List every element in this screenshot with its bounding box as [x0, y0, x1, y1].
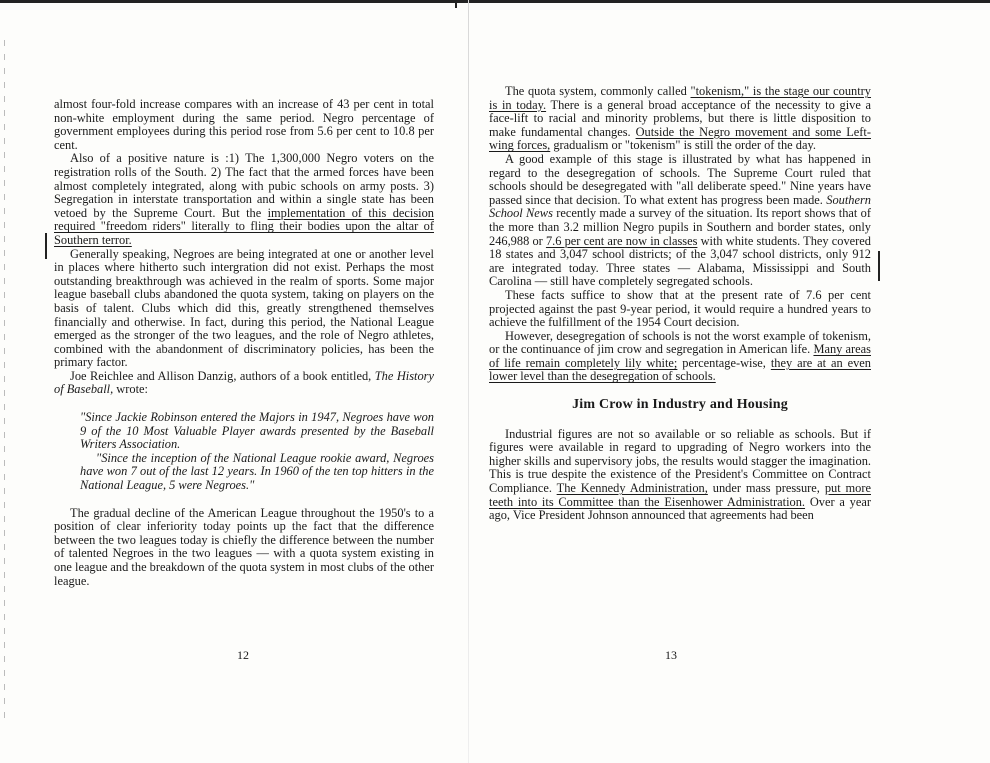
paragraph-text: Also of a positive nature is :1) The 1,300,000 Negro voters on the registration rolls of the South. 2) The fact that the armed forces have been almost completely integrated, along with pubic schools on army posts. 3) Segregation in interstate transportation and within a single state has been vetoed by the Supreme Court.: [54, 151, 434, 220]
paragraph: Generally speaking, Negroes are being integrated at one or another level in places where hitherto such intergration did not exist. Perhaps the most outstanding breakthrough was achieved in the realm of sports. Some major league baseball clubs abandoned the quota system, taking on players on the basis of talent. Clubs which did this, greatly strengthened themselves financially and otherwise. In fact, during this period, the National League emerged as the stronger of the two leagues, and the role of Negro athletes, combined with the abandonment of discriminatory policies, has been the primary factor.: [54, 246, 434, 370]
right-page: [469, 0, 990, 763]
margin-bracket-mark: [45, 233, 47, 259]
paragraph: [489, 85, 871, 153]
paragraph: [489, 330, 871, 384]
paragraph-text: A good example of this stage is illustrated by what has happened in regard to the desegregation of schools. The Supreme Court ruled that schools should be desegregated with "all deliberate speed." Nine years have passed since that decision. To what extent has progress been made.: [489, 151, 871, 207]
paragraph: [54, 370, 434, 397]
paragraph-text: percentage-wise,: [677, 355, 771, 370]
paragraph-text: under mass pressure,: [707, 481, 825, 496]
underlined-passage: 7.6 per cent are now in classes: [545, 233, 698, 248]
paragraph-text: There is a general broad acceptance of the necessity to give a face-lift to racial and minority problems, but there is little disposition to make fundamental changes.: [489, 97, 872, 139]
paragraph-text: gradualism or "tokenism" is still the order of the day.: [550, 138, 816, 153]
page-number: 13: [665, 648, 677, 662]
margin-bracket-mark: [874, 251, 880, 281]
underlined-passage: "tokenism," is the stage our country is in today.: [489, 84, 872, 112]
paragraph: The gradual decline of the American League throughout the 1950's to a position of clear inferiority today points up the fact that the difference between the two leagues today is chiefly the difference between the number of talented Negroes in the two leagues — with a quota system existing in one league and the breakdown of the quota system in most clubs of the other league.: [54, 505, 434, 588]
paragraph-text: Joe Reichlee and Allison Danzig, authors of a book entitled,: [70, 368, 375, 383]
underlined-passage: Many areas of life remain completely lily white;: [489, 342, 871, 370]
block-quote: [80, 411, 434, 493]
paragraph-text: with white students. They covered 18 states and 3,047 school districts; of the 3,047 school districts, only 912 are integrated today. Three states — Alabama, Mississippi and South Carolina — still have completely segregated schools.: [489, 233, 871, 289]
quote-paragraph: "Since Jackie Robinson entered the Majors in 1947, Negroes have won 9 of the 10 Most Valuable Player awards presented by the Baseball Writers Association.: [80, 410, 434, 452]
paragraph: [489, 428, 871, 523]
paragraph-text: However, desegregation of schools is not the worst example of tokenism, or the continuance of jim crow and segregation in American life.: [489, 328, 871, 357]
underlined-passage: put more teeth into its Committee than the Eisenhower Administration.: [489, 481, 871, 509]
section-heading: Jim Crow in Industry and Housing: [572, 397, 788, 413]
paragraph-text: But the: [221, 205, 268, 220]
paragraph: [489, 153, 871, 289]
underlined-passage: Outside the Negro movement and some Left-wing forces,: [489, 124, 871, 153]
book-title: The History of Baseball,: [54, 368, 435, 397]
page-number: 12: [237, 648, 249, 662]
right-text-column: [489, 85, 871, 523]
paragraph: almost four-fold increase compares with an increase of 43 per cent in total non-white employment during the same period. Negro percentage of government employees during this period rose from 5.6 per cent to 10.8 per cent.: [54, 97, 434, 152]
paragraph-text: wrote:: [113, 382, 148, 397]
paragraph-text: The quota system, commonly called: [505, 84, 691, 98]
paragraph: [54, 152, 434, 247]
paragraph-text: Over a year ago, Vice President Johnson announced that agreements had been: [489, 494, 871, 523]
quote-paragraph: "Since the inception of the National League rookie award, Negroes have won 7 out of the last 12 years. In 1960 of the ten top hitters in the National League, 5 were Negroes.": [80, 450, 434, 493]
left-text-column: [54, 98, 434, 588]
paragraph: These facts suffice to show that at the present rate of 7.6 per cent projected against the past 9-year period, it would require a hundred years to achieve the fulfillment of the 1954 Court decision.: [489, 287, 871, 330]
underlined-passage: they are at an even lower level than the desegregation of schools.: [489, 355, 871, 384]
left-page: [0, 0, 468, 763]
paragraph-text: Industrial figures are not so available or so reliable as schools. But if figures were available in regard to upgrading of Negro workers into the higher skills and supervisory jobs, the results would stagger the imagination. This is true despite the existence of the President's Committee on Contract Compliance.: [489, 426, 871, 496]
paragraph-text: recently made a survey of the situation. Its report shows that of the more than 3.2 million Negro pupils in Southern and border states, only 246,988 or: [489, 206, 871, 248]
underlined-passage: implementation of this decision required "freedom riders" literally to fling their bodies upon the altar of Southern terror.: [54, 205, 434, 247]
publication-title: Southern School News: [489, 192, 871, 221]
underlined-passage: The Kennedy Administration,: [556, 481, 708, 496]
